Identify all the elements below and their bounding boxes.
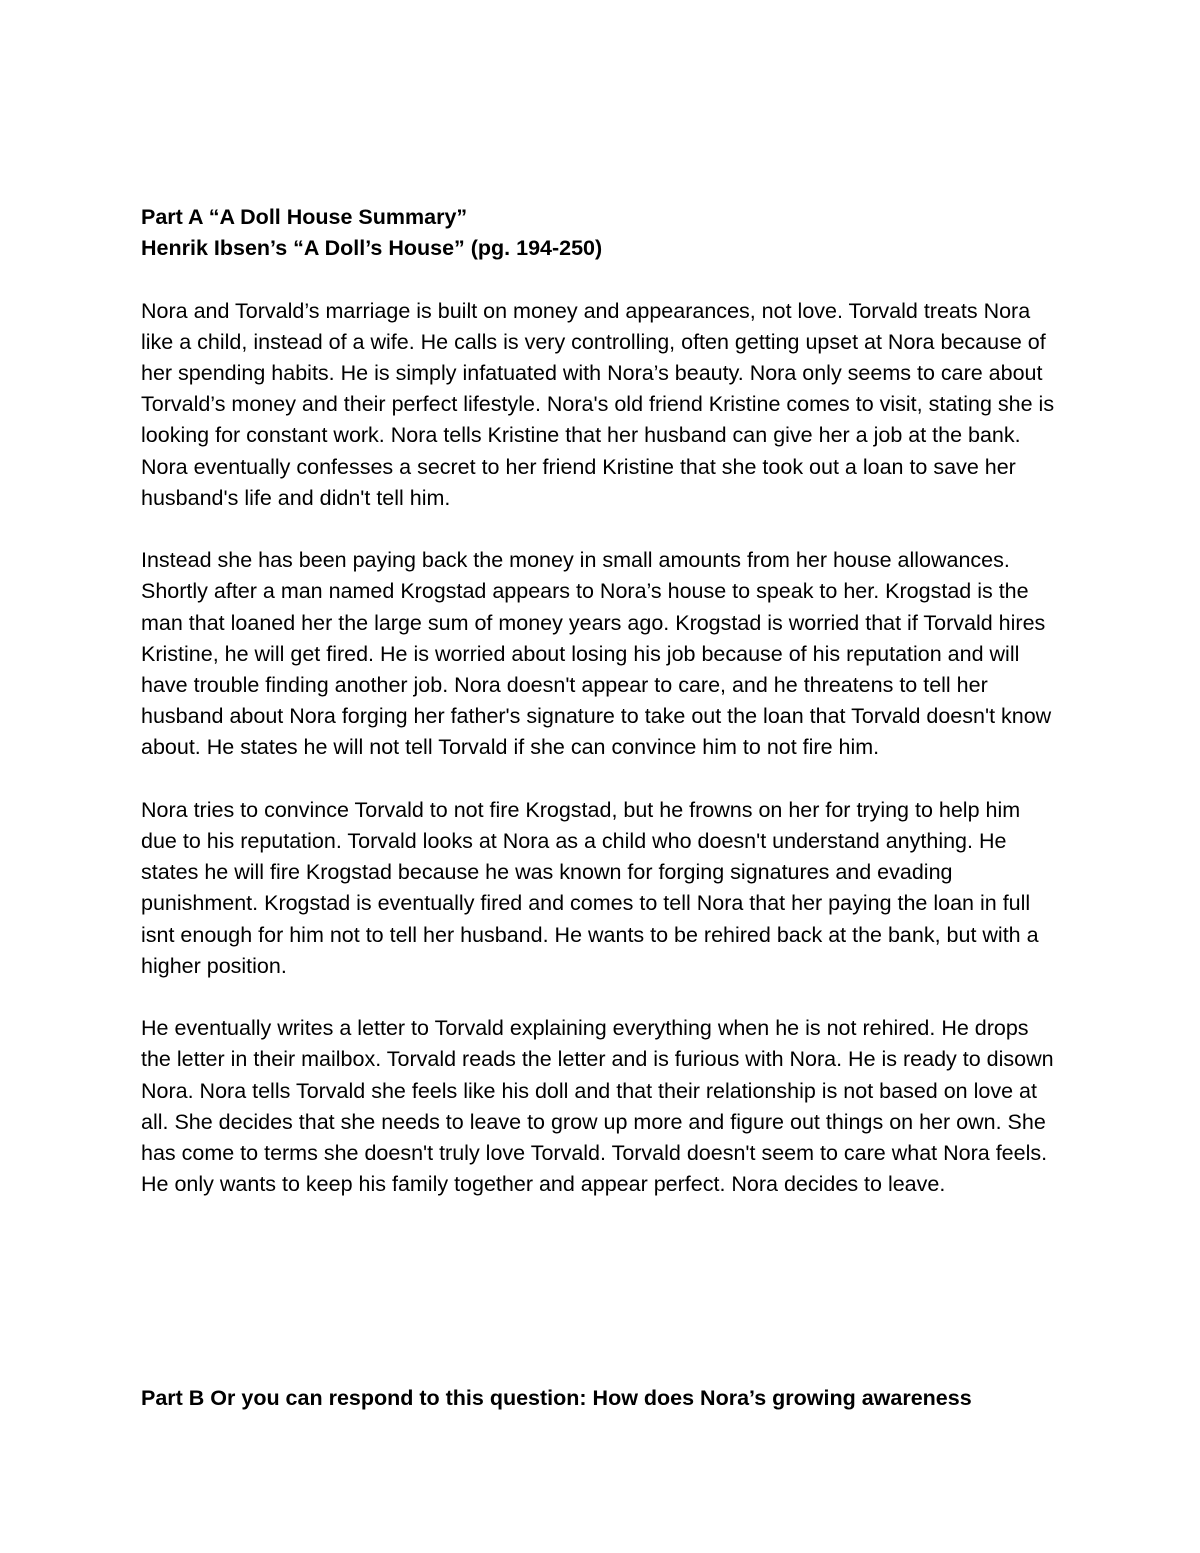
- summary-paragraph-1: Nora and Torvald’s marriage is built on money and appearances, not love. Torvald treats Nora like a child, instead of a wife. He calls is very controlling, often getting upset at Nora because of her spending habits. He is simply infatuated with Nora’s beauty. Nora only seems to care about Torvald’s money and their perfect lifestyle. Nora's old friend Kristine comes to visit, stating she is looking for constant work. Nora tells Kristine that her husband can give her a job at the bank. Nora eventually confesses a secret to her friend Kristine that she took out a loan to save her husband's life and didn't tell him.: [141, 298, 1055, 510]
- summary-paragraph-4: He eventually writes a letter to Torvald explaining everything when he is not rehired. He drops the letter in their mailbox. Torvald reads the letter and is furious with Nora. He is ready to disown Nora. Nora tells Torvald she feels like his doll and that their relationship is not based on love at all. She decides that she needs to leave to grow up more and figure out things on her own. She has come to terms she doesn't truly love Torvald. Torvald doesn't seem to care what Nora feels. He only wants to keep his family together and appear perfect. Nora decides to leave.: [141, 1016, 1054, 1197]
- document-title: Part A “A Doll House Summary”: [141, 205, 468, 229]
- paragraph-spacer: [141, 514, 1061, 545]
- paragraph-spacer: [141, 982, 1061, 1013]
- document-subtitle: Henrik Ibsen’s “A Doll’s House” (pg. 194-250): [141, 236, 603, 261]
- part-b-question: Part B Or you can respond to this question: How does Nora’s growing awareness: [141, 1386, 972, 1410]
- document-content: [141, 202, 1061, 1200]
- summary-paragraph-3: Nora tries to convince Torvald to not fire Krogstad, but he frowns on her for trying to help him due to his reputation. Torvald looks at Nora as a child who doesn't understand anything. He states he will fire Krogstad because he was known for forging signatures and evading punishment. Krogstad is eventually fired and comes to tell Nora that her paying the loan in full isnt enough for him not to tell her husband. He wants to be rehired back at the bank, but with a higher position.: [141, 797, 1039, 978]
- paragraph-spacer: [141, 264, 1061, 295]
- summary-paragraph-2: Instead she has been paying back the money in small amounts from her house allowances. Shortly after a man named Krogstad appears to Nora’s house to speak to her. Krogstad is the man that loaned her the large sum of money years ago. Krogstad is worried that if Torvald hires Kristine, he will get fired. He is worried about losing his job because of his reputation and will have trouble finding another job. Nora doesn't appear to care, and he threatens to tell her husband about Nora forging her father's signature to take out the loan that Torvald doesn't know about. He states he will not tell Torvald if she can convince him to not fire him.: [141, 548, 1052, 760]
- paragraph-spacer: [141, 764, 1061, 795]
